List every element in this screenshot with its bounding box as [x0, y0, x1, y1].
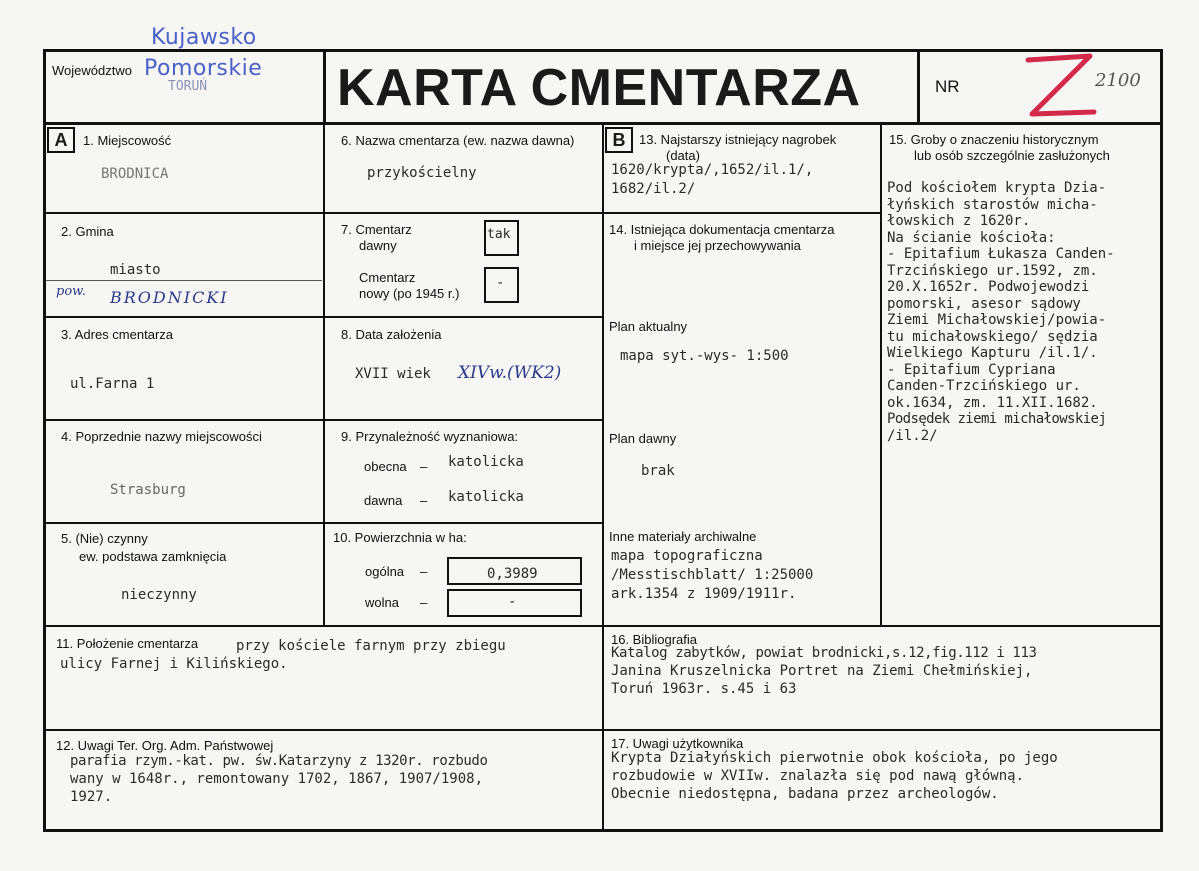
section-b-marker: B: [605, 127, 633, 153]
field-1-value: BRODNICA: [101, 166, 169, 182]
field-4-label: 4. Poprzednie nazwy miejscowości: [61, 429, 262, 444]
field-5-value: nieczynny: [121, 587, 197, 603]
wojewodztwo-label: Województwo: [52, 63, 132, 78]
plan-aktualny-value: mapa syt.-wys- 1:500: [620, 348, 789, 364]
field-7-nowy-label-1: Cmentarz: [359, 270, 416, 285]
field-10-wolna-label: wolna: [365, 595, 399, 610]
header-vline-2: [917, 49, 920, 125]
gmina-underline: [46, 280, 322, 281]
inne-materialy-label: Inne materiały archiwalne: [609, 529, 757, 544]
field-15-line: - Epitafium Cypriana: [887, 361, 1056, 378]
field-15-line: Ziemi Michałowskiej/powia-: [887, 312, 1107, 328]
nr-red-z-mark: [1010, 52, 1100, 122]
field-13-line-2: 1682/il.2/: [611, 181, 696, 197]
field-15-line: Pod kościołem krypta Dzia-: [887, 180, 1107, 196]
field-10-ogolna-value: 0,3989: [487, 566, 538, 582]
grid-hline-bottom-1: [43, 625, 1163, 627]
field-15-line: Wielkiego Kapturu /il.1/.: [887, 345, 1098, 361]
field-11-line-1: przy kościele farnym przy zbiegu: [236, 638, 506, 654]
field-15-line: /il.2/: [887, 427, 938, 444]
field-10-wolna-value: -: [508, 594, 517, 610]
plan-aktualny-label: Plan aktualny: [609, 319, 688, 334]
field-4-value: Strasburg: [110, 482, 186, 498]
field-8-label: 8. Data założenia: [341, 327, 442, 342]
inne-materialy-line-2: /Messtischblatt/ 1:25000: [611, 567, 814, 583]
field-7-nowy-value: -: [496, 275, 505, 291]
field-12-line-2: wany w 1648r., remontowany 1702, 1867, 1907/1908,: [70, 771, 484, 787]
field-9-dawna-dash: –: [420, 493, 428, 508]
stamp-line-1: Kujawsko: [151, 25, 257, 50]
field-9-obecna-label: obecna: [364, 459, 407, 474]
field-11-label: 11. Położenie cmentarza: [56, 636, 199, 651]
faint-city: TORUŃ: [168, 79, 208, 94]
plan-dawny-label: Plan dawny: [609, 431, 677, 446]
field-15-text: [887, 180, 1115, 444]
field-7-dawny-label-1: 7. Cmentarz: [341, 222, 412, 237]
card-title: KARTA CMENTARZA: [337, 59, 861, 117]
field-16-line-2: Janina Kruszelnicka Portret na Ziemi Chełmińskiej,: [611, 663, 1033, 679]
plan-dawny-value: brak: [641, 463, 675, 479]
grid-vline-b: [602, 122, 604, 830]
grid-vline-c: [880, 122, 882, 626]
field-1-label: 1. Miejscowość: [83, 133, 172, 148]
field-17-label: 17. Uwagi użytkownika: [611, 736, 744, 751]
field-15-line: ok.1634, zm. 11.XII.1682.: [887, 394, 1098, 411]
field-3-label: 3. Adres cmentarza: [61, 327, 173, 342]
field-2-pow-value: BRODNICKI: [110, 288, 229, 307]
grid-hline-2: [43, 316, 604, 318]
field-10-wolna-dash: –: [420, 595, 428, 610]
frame-left: [43, 49, 46, 832]
field-10-label: 10. Powierzchnia w ha:: [333, 530, 467, 545]
field-11-line-2: ulicy Farnej i Kilińskiego.: [60, 656, 288, 672]
field-15-line: 20.X.1652r. Podwojewodzi: [887, 279, 1090, 295]
field-15-line: Podsędek ziemi michałowskiej: [887, 411, 1107, 427]
field-12-line-3: 1927.: [70, 789, 113, 805]
field-15-line: Canden-Trzcińskiego ur.: [887, 378, 1081, 394]
grid-hline-3: [43, 419, 604, 421]
field-9-dawna-value: katolicka: [448, 489, 524, 505]
field-15-line: Na ścianie kościoła:: [887, 229, 1056, 246]
field-9-label: 9. Przynależność wyznaniowa:: [341, 429, 519, 444]
grid-hline-1: [43, 212, 604, 214]
field-17-line-2: rozbudowie w XVIIw. znalazła się pod nawą główną.: [611, 768, 1025, 784]
nr-label: NR: [935, 77, 960, 96]
field-10-ogolna-dash: –: [420, 564, 428, 579]
field-14-label-1: 14. Istniejąca dokumentacja cmentarza: [609, 222, 835, 237]
field-16-label: 16. Bibliografia: [611, 632, 697, 647]
field-15-line: - Epitafium Łukasza Canden-: [887, 246, 1115, 262]
field-5-label-1: 5. (Nie) czynny: [61, 531, 148, 546]
field-2-label: 2. Gmina: [61, 224, 114, 239]
field-9-obecna-value: katolicka: [448, 454, 524, 470]
field-7-nowy-label-2: nowy (po 1945 r.): [359, 286, 460, 301]
field-8-value: XVII wiek: [355, 366, 431, 382]
grid-vline-a: [323, 122, 325, 626]
stamp-line-2: Pomorskie: [144, 56, 263, 81]
field-17-line-3: Obecnie niedostępna, badana przez archeologów.: [611, 786, 999, 802]
field-10-ogolna-label: ogólna: [365, 564, 405, 579]
field-2-pow-prefix: pow.: [56, 284, 86, 299]
field-15-label-1: 15. Groby o znaczeniu historycznym: [889, 132, 1099, 147]
field-7-dawny-value: tak: [487, 227, 511, 242]
section-a-marker: A: [47, 127, 75, 153]
grid-hline-bottom-2: [43, 729, 1163, 731]
field-15-line: łyńskich starostów micha-: [887, 196, 1098, 213]
field-5-label-2: ew. podstawa zamknięcia: [79, 549, 227, 564]
field-7-dawny-label-2: dawny: [359, 238, 397, 253]
field-2-value: miasto: [110, 262, 161, 278]
field-16-line-1: Katalog zabytków, powiat brodnicki,s.12,fig.112 i 113: [611, 645, 1037, 661]
field-15-line: pomorski, asesor sądowy: [887, 295, 1081, 312]
field-6-label: 6. Nazwa cmentarza (ew. nazwa dawna): [341, 133, 575, 148]
field-13-label-1: 13. Najstarszy istniejący nagrobek: [639, 132, 837, 147]
field-15-label-2: lub osób szczególnie zasłużonych: [914, 148, 1110, 163]
header-vline-1: [323, 49, 326, 125]
field-15-line: Trzcińskiego ur.1592, zm.: [887, 262, 1098, 279]
inne-materialy-line-3: ark.1354 z 1909/1911r.: [611, 586, 797, 602]
field-17-line-1: Krypta Działyńskich pierwotnie obok kościoła, po jego: [611, 750, 1058, 766]
inne-materialy-line-1: mapa topograficzna: [611, 548, 763, 564]
field-15-line: tu michałowskiego/ sędzia: [887, 328, 1098, 345]
field-12-line-1: parafia rzym.-kat. pw. św.Katarzyny z 1320r. rozbudo: [70, 753, 488, 769]
frame-right: [1160, 49, 1163, 832]
field-6-value: przykościelny: [367, 165, 477, 181]
field-14-label-2: i miejsce jej przechowywania: [634, 238, 801, 253]
field-13-line-1: 1620/krypta/,1652/il.1/,: [611, 162, 814, 178]
field-15-line: łowskich z 1620r.: [887, 213, 1031, 229]
field-9-dawna-label: dawna: [364, 493, 403, 508]
grid-hline-4: [43, 522, 604, 524]
field-16-line-3: Toruń 1963r. s.45 i 63: [611, 681, 797, 697]
field-9-obecna-dash: –: [420, 459, 428, 474]
field-3-value: ul.Farna 1: [70, 376, 155, 392]
field-12-label: 12. Uwagi Ter. Org. Adm. Państwowej: [56, 738, 274, 753]
grid-hline-13: [602, 212, 882, 214]
nr-number: 2100: [1095, 70, 1141, 91]
field-13-label-2: (data): [666, 148, 700, 163]
field-8-hand-value: XIVw.(WK2): [458, 363, 562, 383]
